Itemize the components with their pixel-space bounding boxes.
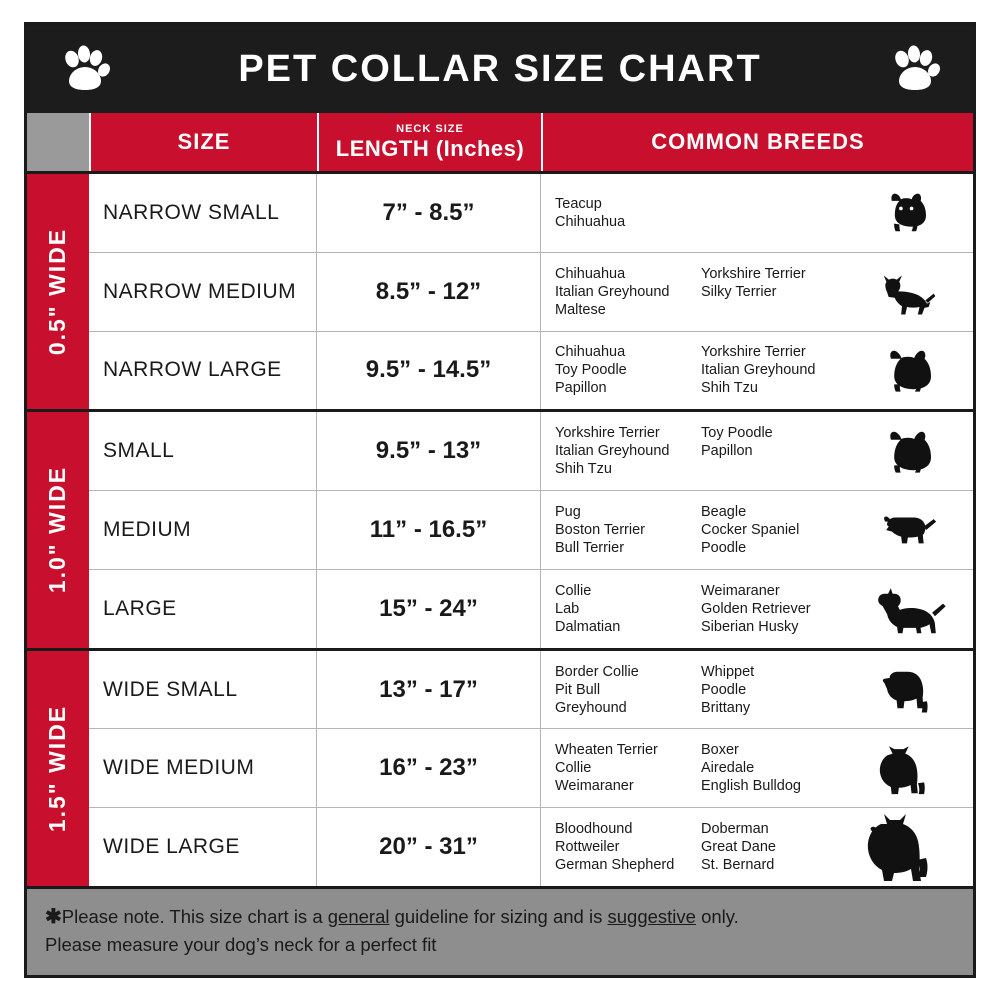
papillon-silhouette-icon [847,412,967,490]
breed-name: Shih Tzu [555,461,612,478]
breed-name: Maltese [555,301,606,318]
group-rows-narrow [89,174,973,409]
row-length: 7” - 8.5” [317,174,541,252]
breed-column-2 [701,503,847,557]
breed-column-2 [701,424,847,478]
boxer-silhouette-icon [847,729,967,807]
breed-name: Bloodhound [555,821,633,838]
breed-name: Yorkshire Terrier [701,344,806,361]
row-breeds [541,412,973,490]
breed-name: Greyhound [555,699,627,716]
pug-silhouette-icon [847,491,967,569]
breed-column-1 [555,424,701,478]
row-size: WIDE MEDIUM [89,729,317,807]
note-underline-general: general [327,906,390,927]
breed-name: Golden Retriever [701,600,811,617]
breed-name: Poodle [701,540,747,556]
row-length: 11” - 16.5” [317,491,541,569]
note-text-c: only. [695,906,739,927]
note-line-2: Please measure your dog’s neck for a perfect fit [45,934,437,955]
group-rows-standard [89,412,973,647]
breed-name: Toy Poodle [701,425,773,442]
breed-column-2 [701,582,847,636]
breed-name: St. Bernard [701,857,775,874]
row-size: NARROW LARGE [89,332,317,410]
chart-header [27,25,973,113]
breed-name: Siberian Husky [701,618,799,635]
disclaimer-note [27,886,973,975]
breed-column-1 [555,343,701,397]
breed-name: Cocker Spaniel [701,522,800,538]
row-breeds [541,808,973,886]
breed-name: Collie [555,582,592,599]
breed-column-2 [701,195,847,231]
breed-name: Papillon [701,443,753,460]
breed-name: Chihuahua [555,344,626,361]
breed-name: Toy Poodle [555,362,627,379]
row-size: LARGE [89,570,317,648]
group-rows-wide [89,651,973,886]
row-length: 20” - 31” [317,808,541,886]
row-size: NARROW SMALL [89,174,317,252]
row-size: NARROW MEDIUM [89,253,317,331]
paw-print-icon [59,43,111,95]
breed-column-2 [701,820,847,874]
row-size: SMALL [89,412,317,490]
group-label-text: 1.5" WIDE [44,704,71,832]
breed-name: Airedale [701,760,755,777]
group-label-text: 1.0" WIDE [44,466,71,594]
column-header-length [317,113,541,171]
breed-name: Yorkshire Terrier [555,425,660,442]
breed-name: Lab [555,600,580,617]
size-table [27,113,973,886]
group-label-standard [27,412,89,647]
breed-name: Dalmatian [555,618,621,635]
breed-name: German Shepherd [555,857,675,874]
breed-name: Pug [555,504,581,520]
table-row [89,808,973,886]
row-breeds [541,332,973,410]
row-breeds [541,651,973,729]
breed-name: Silky Terrier [701,283,777,300]
row-breeds [541,253,973,331]
breed-name: Collie [555,760,592,777]
table-row [89,412,973,491]
breed-name: Whippet [701,663,755,680]
size-chart [24,22,976,978]
table-header-row [27,113,973,171]
row-breeds [541,491,973,569]
row-length: 13” - 17” [317,651,541,729]
column-header-length-inches: LENGTH (Inches) [335,135,525,161]
breed-column-1 [555,265,701,319]
table-row [89,174,973,253]
row-length: 9.5” - 14.5” [317,332,541,410]
row-size: WIDE SMALL [89,651,317,729]
row-length: 15” - 24” [317,570,541,648]
breed-name: Yorkshire Terrier [701,265,806,282]
breed-column-1 [555,195,701,231]
breed-name: Doberman [701,821,769,838]
breed-column-1 [555,503,701,557]
note-line-1 [45,903,955,931]
asterisk-icon: ✱ [45,906,62,928]
breed-name: Boxer [701,742,739,759]
row-size: WIDE LARGE [89,808,317,886]
breed-column-2 [701,343,847,397]
note-text-b: guideline for sizing and is [389,906,608,927]
breed-name: Italian Greyhound [555,443,670,460]
size-group-wide [27,648,973,886]
breed-name: Teacup [555,195,602,212]
size-group-standard [27,409,973,647]
breed-name: Pit Bull [555,681,601,698]
row-size: MEDIUM [89,491,317,569]
breed-column-1 [555,820,701,874]
table-row [89,729,973,808]
breed-name: Shih Tzu [701,380,758,397]
pitbull-silhouette-icon [847,651,967,729]
group-label-text: 0.5" WIDE [44,227,71,356]
column-header-neck-size: NECK SIZE [396,122,464,135]
breed-column-1 [555,582,701,636]
breed-name: Chihuahua [555,265,626,282]
breed-name: Brittany [701,699,751,716]
group-label-narrow [27,174,89,409]
row-breeds [541,174,973,252]
note-text-a: Please note. This size chart is a [61,906,328,927]
table-row [89,491,973,570]
breed-name: Boston Terrier [555,522,645,538]
breed-column-1 [555,741,701,795]
breed-name: Bull Terrier [555,540,625,556]
breed-name: Rottweiler [555,839,620,856]
column-header-breeds: COMMON BREEDS [541,113,973,171]
breed-column-2 [701,741,847,795]
breed-name: English Bulldog [701,778,801,795]
breed-name: Italian Greyhound [555,283,670,300]
column-header-size: SIZE [89,113,317,171]
row-length: 16” - 23” [317,729,541,807]
doberman-silhouette-icon [847,808,967,886]
row-breeds [541,729,973,807]
row-breeds [541,570,973,648]
yorkie-silhouette-icon [847,174,967,252]
table-row [89,651,973,730]
breed-name: Border Collie [555,663,639,680]
table-row [89,332,973,410]
breed-name: Beagle [701,504,747,520]
table-row [89,253,973,332]
breed-name: Great Dane [701,839,776,856]
header-spacer-cell [27,113,89,171]
row-length: 9.5” - 13” [317,412,541,490]
breed-name: Italian Greyhound [701,362,816,379]
size-group-narrow [27,171,973,409]
note-underline-suggestive: suggestive [607,906,696,927]
breed-column-2 [701,663,847,717]
paw-print-icon [889,43,941,95]
breed-name: Weimaraner [555,778,634,795]
table-row [89,570,973,648]
breed-column-1 [555,663,701,717]
breed-name: Chihuahua [555,213,626,230]
page-title: PET COLLAR SIZE CHART [238,47,762,90]
retriever-silhouette-icon [847,570,967,648]
breed-column-2 [701,265,847,319]
breed-name: Wheaten Terrier [555,742,658,759]
papillon-silhouette-icon [847,332,967,410]
breed-name: Papillon [555,380,607,397]
chihuahua-silhouette-icon [847,253,967,331]
breed-name: Poodle [701,681,747,698]
group-label-wide [27,651,89,886]
row-length: 8.5” - 12” [317,253,541,331]
breed-name: Weimaraner [701,582,780,599]
